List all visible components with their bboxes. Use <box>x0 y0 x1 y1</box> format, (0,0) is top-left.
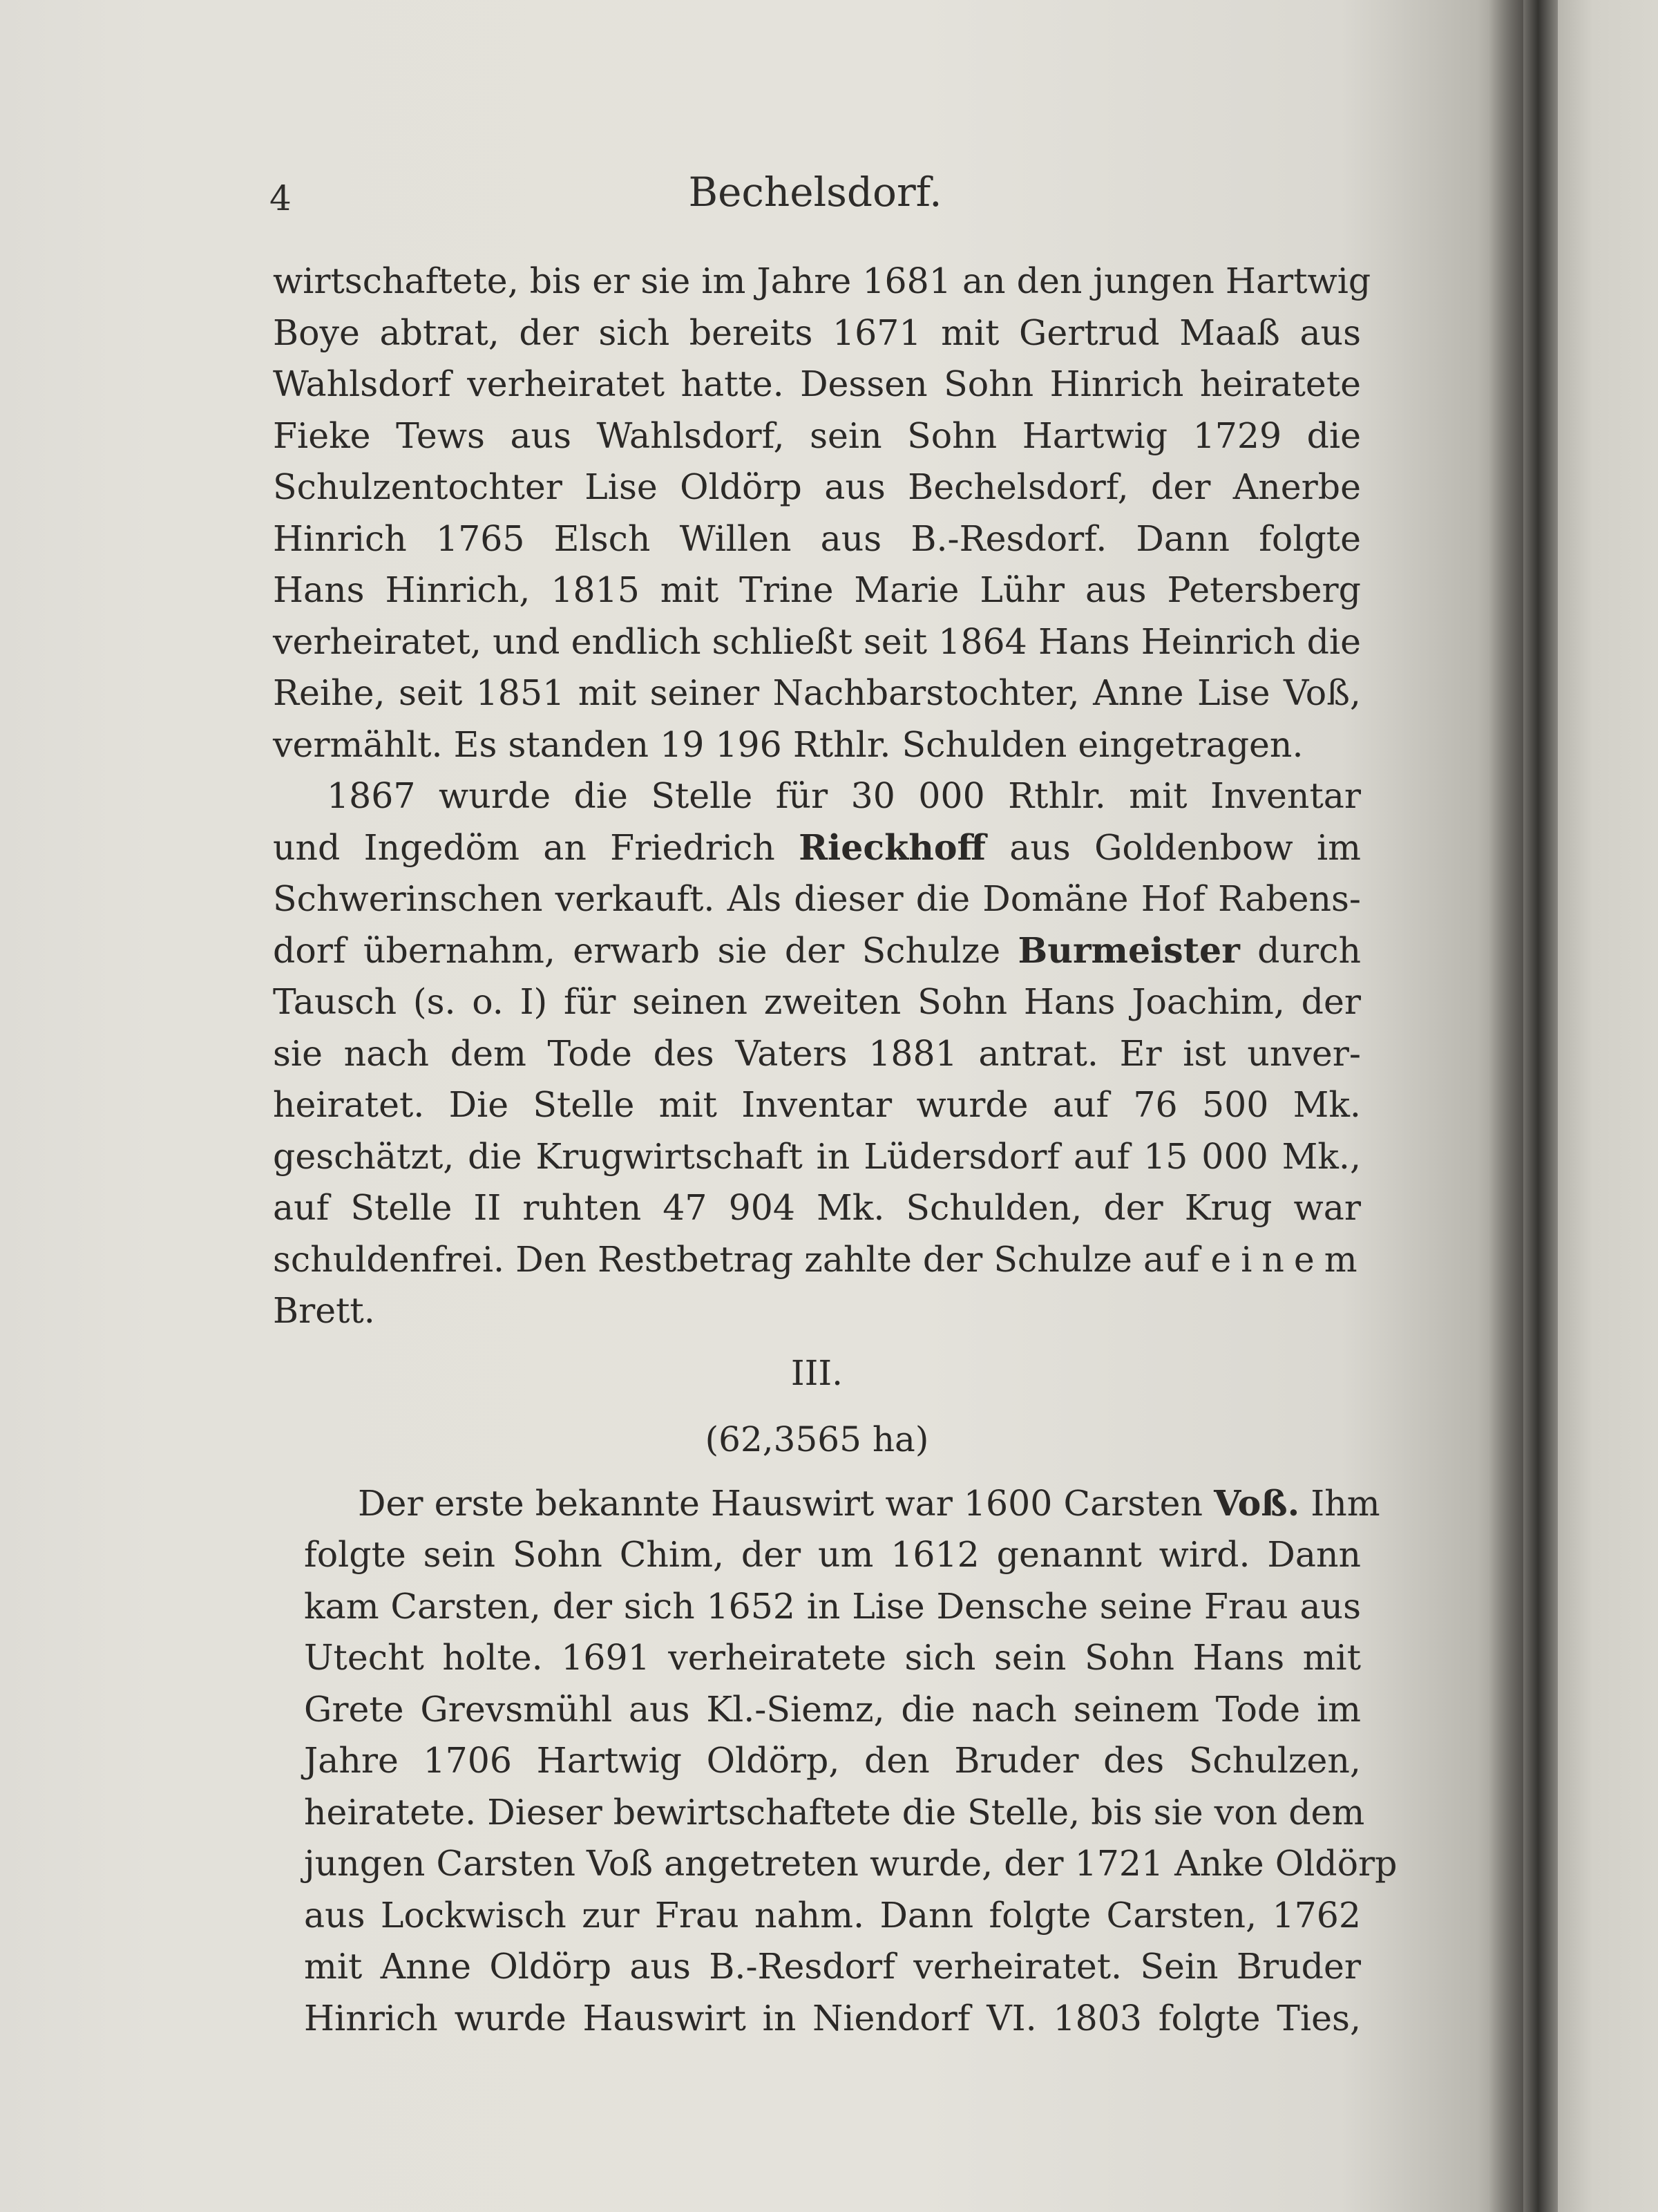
text-line: Reihe, seit 1851 mit seiner Nachbarstochter, Anne Lise Voß, <box>273 672 1361 713</box>
text-line: kam Carsten, der sich 1652 in Lise Densche seine Frau aus <box>304 1585 1361 1627</box>
text-run: aus Goldenbow im <box>985 826 1361 868</box>
emphasized-name: Voß. <box>1214 1482 1300 1524</box>
text-run: Ihm <box>1299 1482 1380 1524</box>
text-line: Hinrich wurde Hauswirt in Niendorf VI. 1803 folgte Ties, <box>304 1997 1361 2039</box>
text-line <box>273 925 1361 977</box>
page-header <box>269 166 1361 235</box>
emphasized-name: Burmeister <box>1018 929 1240 971</box>
text-line <box>273 822 1361 874</box>
page-number: 4 <box>269 178 292 218</box>
text-line <box>304 1478 1380 1530</box>
text-line: jungen Carsten Voß angetreten wurde, der 1721 Anke Oldörp <box>304 1843 1398 1884</box>
text-line: Hans Hinrich, 1815 mit Trine Marie Lühr aus Petersberg <box>273 569 1361 610</box>
text-line: wirtschaftete, bis er sie im Jahre 1681 an den jungen Hartwig <box>273 261 1371 301</box>
page-body <box>273 256 1398 2044</box>
section-area: (62,3565 ha) <box>705 1419 929 1459</box>
text-line: mit Anne Oldörp aus B.-Resdorf verheiratet. Sein Bruder <box>304 1946 1361 1987</box>
text-run: und Ingedöm an Friedrich <box>273 826 799 868</box>
text-line: auf Stelle II ruhten 47 904 Mk. Schulden, der Krug war <box>273 1187 1361 1228</box>
text-line: Boye abtrat, der sich bereits 1671 mit Gertrud Maaß aus <box>273 312 1361 353</box>
text-run: schuldenfrei. Den Restbetrag zahlte der Schulze auf <box>273 1238 1211 1280</box>
text-line: Jahre 1706 Hartwig Oldörp, den Bruder des Schulzen, <box>304 1740 1361 1781</box>
text-line: Tausch (s. o. I) für seinen zweiten Sohn Hans Joachim, der <box>273 981 1361 1022</box>
text-run: durch <box>1239 929 1361 971</box>
text-line: aus Lockwisch zur Frau nahm. Dann folgte Carsten, 1762 <box>304 1894 1361 1936</box>
text-line: geschätzt, die Krugwirtschaft in Lüdersdorf auf 15 000 Mk., <box>273 1135 1361 1177</box>
text-line: sie nach dem Tode des Vaters 1881 antrat. Er ist unver- <box>273 1032 1361 1074</box>
text-line: Grete Grevsmühl aus Kl.-Siemz, die nach seinem Tode im <box>304 1688 1361 1730</box>
text-run: dorf übernahm, erwarb sie der Schulze <box>273 929 1018 971</box>
facing-page-edge <box>1558 0 1658 2212</box>
paragraph-section-two-sale <box>273 771 1367 1337</box>
running-title: Bechelsdorf. <box>688 169 942 216</box>
spaced-emphasis: einem <box>1210 1238 1367 1280</box>
text-line: heiratete. Dieser bewirtschaftete die Stelle, bis sie von dem <box>304 1791 1365 1833</box>
section-heading: III. <box>790 1352 844 1393</box>
text-line: Fieke Tews aus Wahlsdorf, sein Sohn Hartwig 1729 die <box>273 415 1361 456</box>
text-line: verheiratet, und endlich schließt seit 1864 Hans Heinrich die <box>273 621 1361 662</box>
text-run: Der erste bekannte Hauswirt war 1600 Carsten <box>358 1482 1214 1524</box>
text-line: Brett. <box>273 1290 375 1331</box>
text-line: Hinrich 1765 Elsch Willen aus B.-Resdorf. Dann folgte <box>273 518 1361 559</box>
emphasized-name: Rieckhoff <box>799 826 986 868</box>
text-line: folgte sein Sohn Chim, der um 1612 genannt wird. Dann <box>304 1534 1361 1575</box>
paragraph-section-three <box>304 1478 1398 2045</box>
text-line: Utecht holte. 1691 verheiratete sich sein Sohn Hans mit <box>304 1637 1361 1678</box>
text-line: Schwerinschen verkauft. Als dieser die Domäne Hof Rabens- <box>273 878 1361 919</box>
text-line: Schulzentochter Lise Oldörp aus Bechelsdorf, der Anerbe <box>273 466 1361 507</box>
book-gutter-shadow <box>1489 0 1565 2212</box>
paragraph-section-two-end <box>273 256 1371 771</box>
text-line: 1867 wurde die Stelle für 30 000 Rthlr. mit Inventar <box>327 775 1361 816</box>
text-line: heiratet. Die Stelle mit Inventar wurde auf 76 500 Mk. <box>273 1084 1361 1125</box>
text-line <box>273 1234 1367 1286</box>
text-line: vermählt. Es standen 19 196 Rthlr. Schulden eingetragen. <box>273 724 1304 765</box>
text-line: Wahlsdorf verheiratet hatte. Dessen Sohn Hinrich heiratete <box>273 363 1361 404</box>
